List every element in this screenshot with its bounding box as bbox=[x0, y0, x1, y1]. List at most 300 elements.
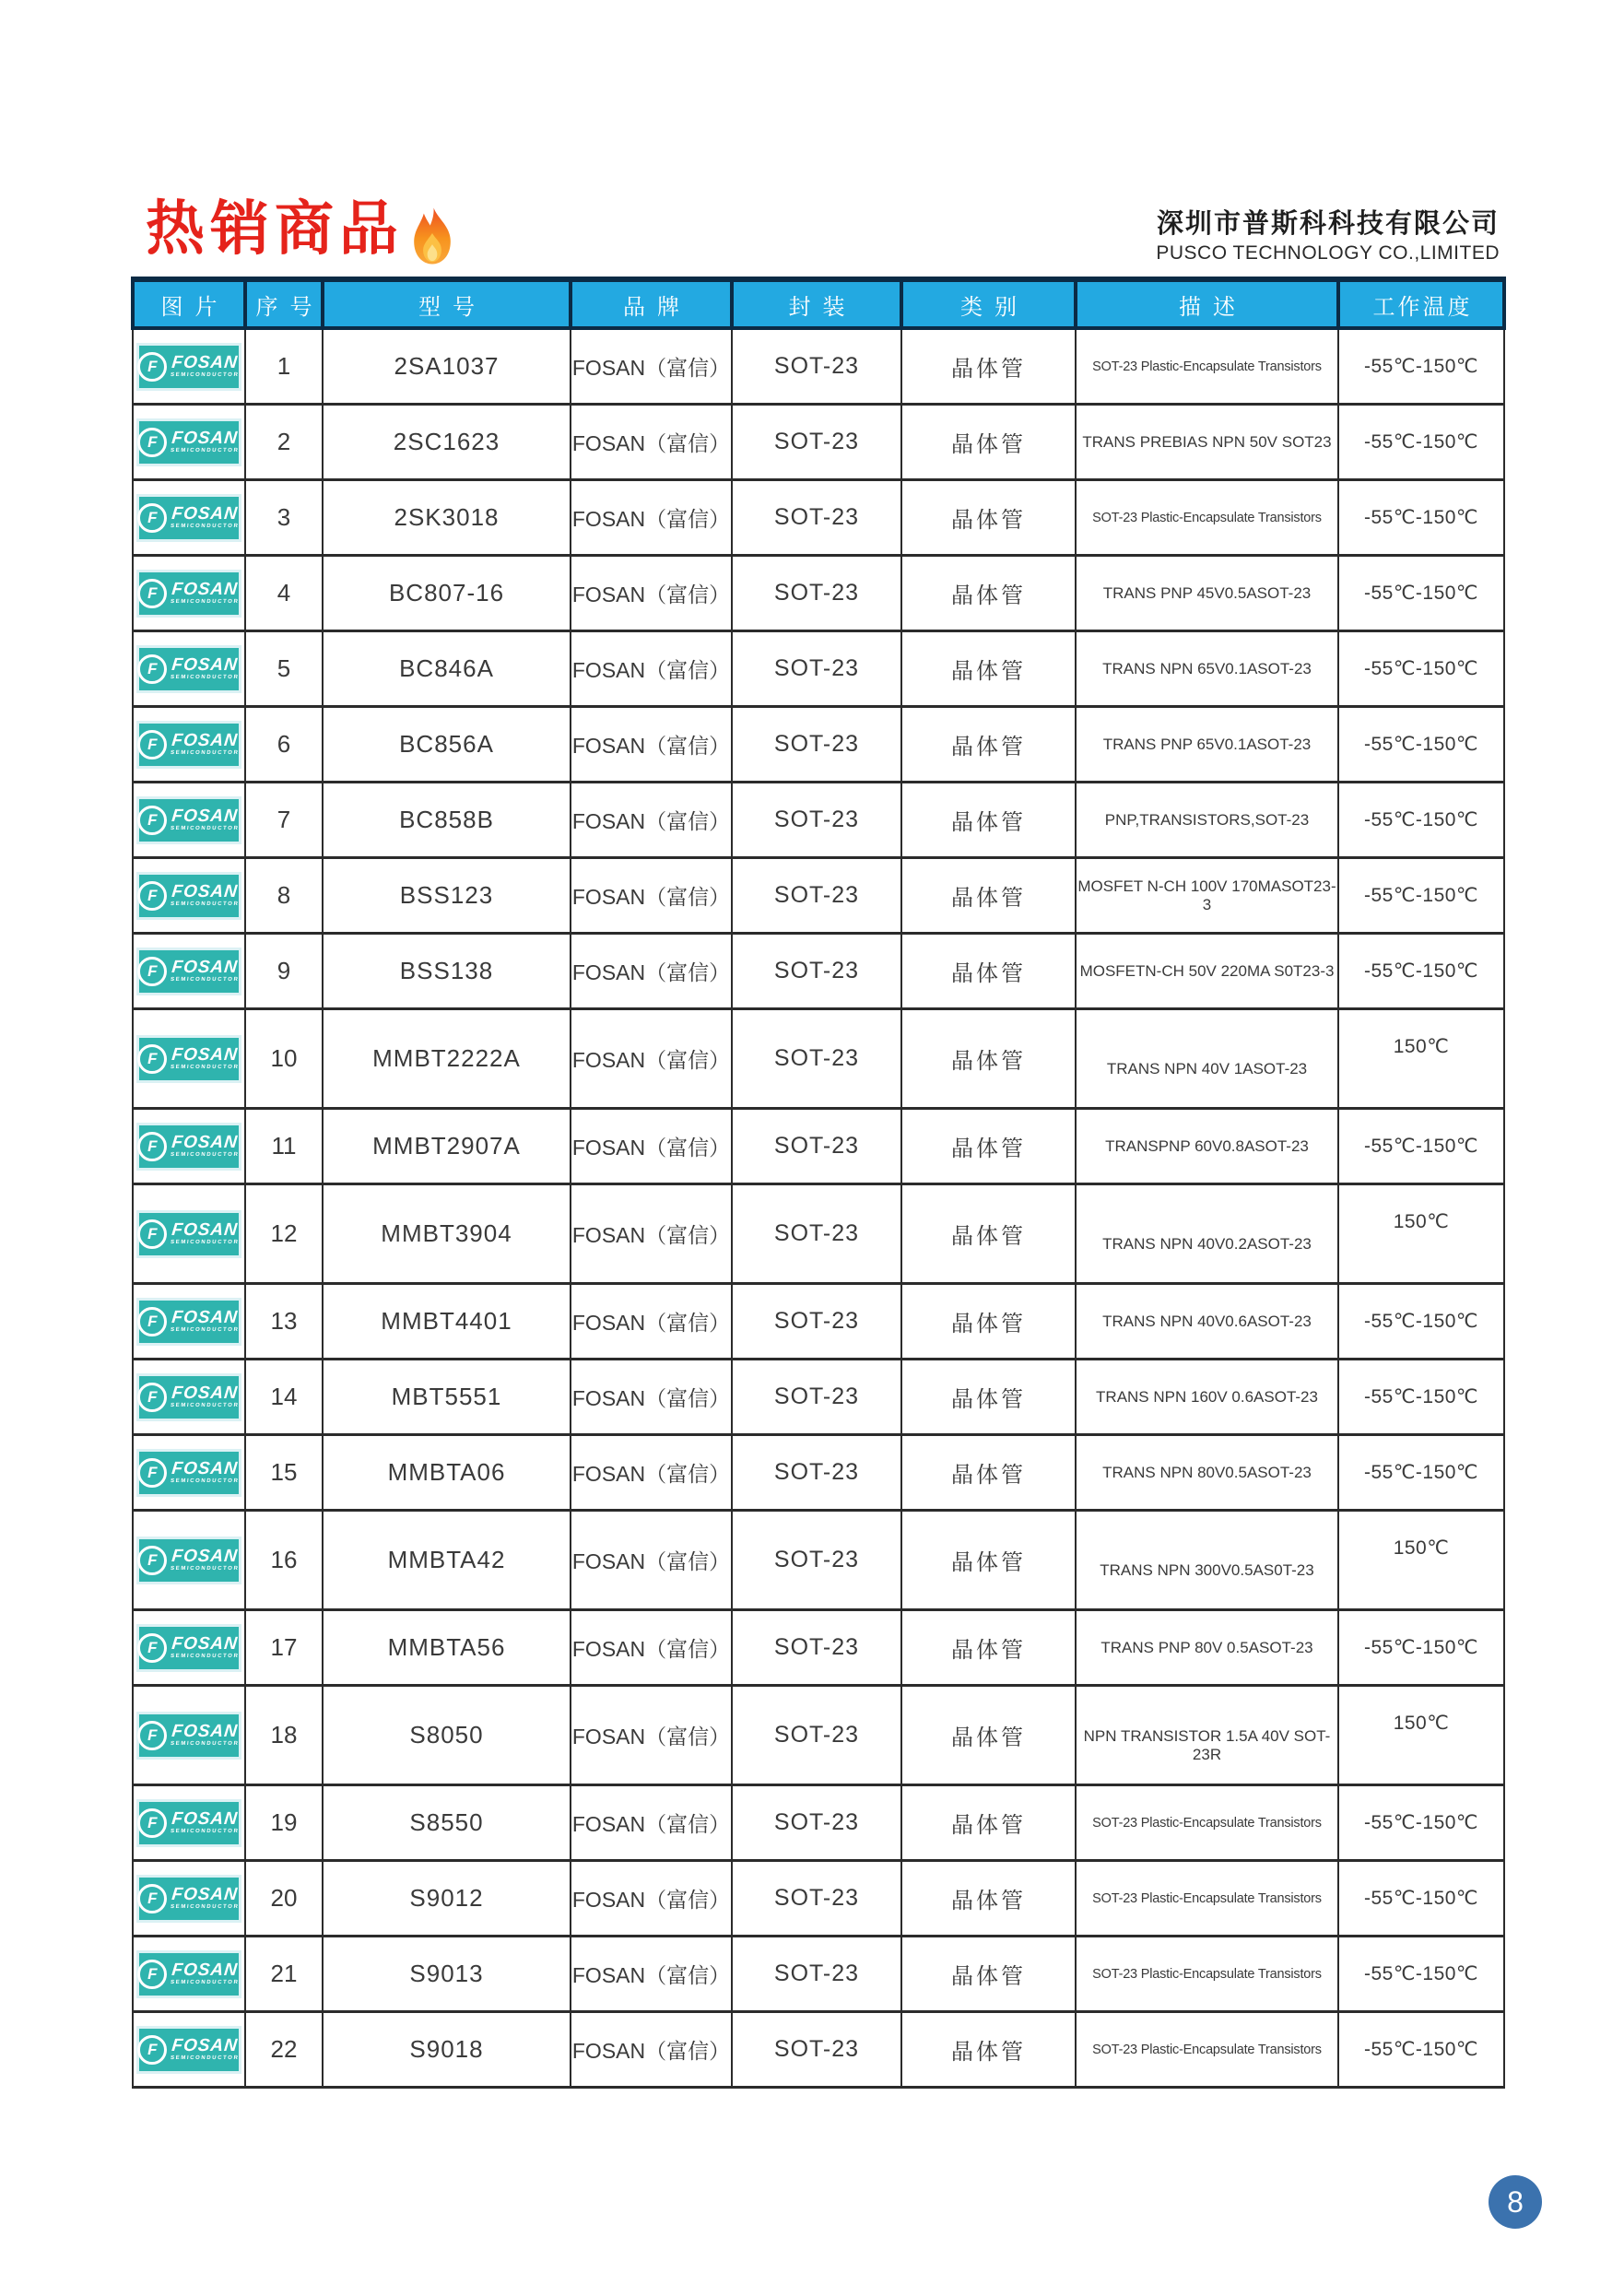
fosan-logo-mark-icon: F bbox=[137, 1458, 167, 1488]
fosan-logo-brand: FOSAN bbox=[171, 1383, 240, 1403]
fosan-logo-brand: FOSAN bbox=[171, 807, 240, 826]
company-name-en: PUSCO TECHNOLOGY CO.,LIMITED bbox=[1156, 242, 1500, 264]
cell-no: 5 bbox=[245, 631, 323, 707]
cell-image bbox=[133, 1284, 245, 1360]
products-table bbox=[131, 277, 1506, 2089]
cell-image bbox=[133, 480, 245, 556]
cell-image bbox=[133, 1109, 245, 1184]
column-header-1: 图片 bbox=[133, 279, 245, 328]
cell-image bbox=[133, 328, 245, 405]
fosan-logo-brand: FOSAN bbox=[171, 1045, 240, 1065]
cell-category: 晶体管 bbox=[901, 1861, 1076, 1937]
column-header-7: 描述 bbox=[1076, 279, 1338, 328]
cell-brand: FOSAN（富信） bbox=[571, 1511, 732, 1610]
fosan-logo-sub: SEMICONDUCTOR bbox=[171, 524, 241, 529]
cell-no: 7 bbox=[245, 783, 323, 858]
fosan-logo-text bbox=[171, 505, 241, 530]
fosan-logo-sub: SEMICONDUCTOR bbox=[171, 372, 241, 378]
cell-model: S9013 bbox=[323, 1937, 571, 2012]
cell-image bbox=[133, 1937, 245, 2012]
cell-category: 晶体管 bbox=[901, 1785, 1076, 1861]
table-row bbox=[133, 1360, 1504, 1435]
cell-brand: FOSAN（富信） bbox=[571, 631, 732, 707]
cell-category: 晶体管 bbox=[901, 480, 1076, 556]
cell-model: BC858B bbox=[323, 783, 571, 858]
table-row bbox=[133, 1610, 1504, 1686]
cell-package: SOT-23 bbox=[732, 1937, 901, 2012]
cell-model: MMBT2222A bbox=[323, 1009, 571, 1109]
cell-description: TRANS NPN 40V0.2ASOT-23 bbox=[1076, 1184, 1338, 1284]
cell-temperature: 150℃ bbox=[1338, 1009, 1504, 1109]
cell-description: TRANS NPN 40V0.6ASOT-23 bbox=[1076, 1284, 1338, 1360]
table-row bbox=[133, 328, 1504, 405]
fosan-logo-text bbox=[171, 1810, 241, 1835]
cell-model: MMBT2907A bbox=[323, 1109, 571, 1184]
table-row bbox=[133, 1511, 1504, 1610]
fosan-logo-text bbox=[171, 1961, 241, 1986]
fosan-logo bbox=[139, 1802, 239, 1844]
cell-no: 11 bbox=[245, 1109, 323, 1184]
cell-no: 1 bbox=[245, 328, 323, 405]
fosan-logo bbox=[139, 1376, 239, 1419]
fosan-logo-sub: SEMICONDUCTOR bbox=[171, 599, 241, 605]
fosan-logo-sub: SEMICONDUCTOR bbox=[171, 1904, 241, 1910]
fosan-logo-mark-icon: F bbox=[137, 1219, 167, 1249]
column-header-5: 封装 bbox=[732, 279, 901, 328]
fosan-logo-mark-icon: F bbox=[137, 428, 167, 457]
fosan-logo bbox=[139, 648, 239, 690]
cell-brand: FOSAN（富信） bbox=[571, 1284, 732, 1360]
cell-temperature: -55℃-150℃ bbox=[1338, 1861, 1504, 1937]
cell-category: 晶体管 bbox=[901, 1610, 1076, 1686]
cell-brand: FOSAN（富信） bbox=[571, 1435, 732, 1511]
column-header-2: 序号 bbox=[245, 279, 323, 328]
fosan-logo-brand: FOSAN bbox=[171, 1960, 240, 1980]
fosan-logo-brand: FOSAN bbox=[171, 731, 240, 750]
cell-category: 晶体管 bbox=[901, 858, 1076, 934]
cell-model: BC846A bbox=[323, 631, 571, 707]
fosan-logo-mark-icon: F bbox=[137, 730, 167, 759]
cell-brand: FOSAN（富信） bbox=[571, 1686, 732, 1785]
fosan-logo-text bbox=[171, 1723, 241, 1748]
table-row bbox=[133, 631, 1504, 707]
cell-brand: FOSAN（富信） bbox=[571, 1109, 732, 1184]
cell-description: PNP,TRANSISTORS,SOT-23 bbox=[1076, 783, 1338, 858]
fosan-logo-brand: FOSAN bbox=[171, 504, 240, 524]
fosan-logo-text bbox=[171, 807, 241, 832]
table-row bbox=[133, 783, 1504, 858]
fosan-logo-text bbox=[171, 1384, 241, 1409]
cell-description: TRANS NPN 300V0.5AS0T-23 bbox=[1076, 1511, 1338, 1610]
cell-temperature: -55℃-150℃ bbox=[1338, 707, 1504, 783]
fosan-logo bbox=[139, 1539, 239, 1582]
table-row bbox=[133, 858, 1504, 934]
fosan-logo bbox=[139, 950, 239, 993]
cell-model: BC807-16 bbox=[323, 556, 571, 631]
fosan-logo-brand: FOSAN bbox=[171, 353, 240, 372]
cell-description: TRANS PNP 80V 0.5ASOT-23 bbox=[1076, 1610, 1338, 1686]
cell-description: SOT-23 Plastic-Encapsulate Transistors bbox=[1076, 328, 1338, 405]
cell-category: 晶体管 bbox=[901, 328, 1076, 405]
table-row bbox=[133, 1937, 1504, 2012]
cell-model: MMBTA42 bbox=[323, 1511, 571, 1610]
fosan-logo-sub: SEMICONDUCTOR bbox=[171, 1654, 241, 1659]
cell-category: 晶体管 bbox=[901, 556, 1076, 631]
fosan-logo-mark-icon: F bbox=[137, 1633, 167, 1663]
cell-package: SOT-23 bbox=[732, 1009, 901, 1109]
fosan-logo bbox=[139, 421, 239, 464]
cell-no: 10 bbox=[245, 1009, 323, 1109]
cell-no: 13 bbox=[245, 1284, 323, 1360]
table-row bbox=[133, 556, 1504, 631]
cell-no: 22 bbox=[245, 2012, 323, 2088]
table-row bbox=[133, 480, 1504, 556]
cell-temperature: -55℃-150℃ bbox=[1338, 1284, 1504, 1360]
fosan-logo-mark-icon: F bbox=[137, 881, 167, 911]
cell-temperature: -55℃-150℃ bbox=[1338, 1937, 1504, 2012]
cell-model: S9012 bbox=[323, 1861, 571, 1937]
cell-package: SOT-23 bbox=[732, 1284, 901, 1360]
cell-category: 晶体管 bbox=[901, 1686, 1076, 1785]
fosan-logo-sub: SEMICONDUCTOR bbox=[171, 1327, 241, 1333]
fosan-logo bbox=[139, 1452, 239, 1494]
fosan-logo-sub: SEMICONDUCTOR bbox=[171, 901, 241, 907]
cell-brand: FOSAN（富信） bbox=[571, 556, 732, 631]
cell-description: TRANS NPN 160V 0.6ASOT-23 bbox=[1076, 1360, 1338, 1435]
cell-no: 14 bbox=[245, 1360, 323, 1435]
company-name-cn: 深圳市普斯科科技有限公司 bbox=[1156, 209, 1500, 239]
cell-description: SOT-23 Plastic-Encapsulate Transistors bbox=[1076, 1861, 1338, 1937]
cell-no: 16 bbox=[245, 1511, 323, 1610]
fosan-logo-mark-icon: F bbox=[137, 806, 167, 835]
table-row bbox=[133, 1184, 1504, 1284]
fosan-logo-mark-icon: F bbox=[137, 503, 167, 533]
cell-temperature: -55℃-150℃ bbox=[1338, 631, 1504, 707]
cell-no: 4 bbox=[245, 556, 323, 631]
cell-image bbox=[133, 1360, 245, 1435]
cell-category: 晶体管 bbox=[901, 1937, 1076, 2012]
fosan-logo-brand: FOSAN bbox=[171, 1722, 240, 1741]
cell-no: 15 bbox=[245, 1435, 323, 1511]
cell-package: SOT-23 bbox=[732, 783, 901, 858]
cell-description: MOSFET N-CH 100V 170MASOT23-3 bbox=[1076, 858, 1338, 934]
cell-image bbox=[133, 858, 245, 934]
fosan-logo-mark-icon: F bbox=[137, 1132, 167, 1161]
cell-temperature: -55℃-150℃ bbox=[1338, 2012, 1504, 2088]
fosan-logo-text bbox=[171, 1460, 241, 1485]
cell-description: TRANS NPN 80V0.5ASOT-23 bbox=[1076, 1435, 1338, 1511]
fosan-logo-brand: FOSAN bbox=[171, 882, 240, 901]
cell-temperature: 150℃ bbox=[1338, 1511, 1504, 1610]
table-row bbox=[133, 934, 1504, 1009]
fosan-logo-text bbox=[171, 1309, 241, 1334]
fosan-logo-mark-icon: F bbox=[137, 957, 167, 986]
table-row bbox=[133, 1009, 1504, 1109]
fosan-logo-text bbox=[171, 1635, 241, 1660]
cell-description: SOT-23 Plastic-Encapsulate Transistors bbox=[1076, 1785, 1338, 1861]
cell-temperature: -55℃-150℃ bbox=[1338, 934, 1504, 1009]
cell-package: SOT-23 bbox=[732, 1785, 901, 1861]
cell-image bbox=[133, 631, 245, 707]
fosan-logo-brand: FOSAN bbox=[171, 1459, 240, 1478]
company-block bbox=[1156, 208, 1500, 265]
cell-brand: FOSAN（富信） bbox=[571, 1937, 732, 2012]
fosan-logo-brand: FOSAN bbox=[171, 429, 240, 448]
table-row bbox=[133, 1785, 1504, 1861]
cell-temperature: -55℃-150℃ bbox=[1338, 1435, 1504, 1511]
cell-model: MMBT3904 bbox=[323, 1184, 571, 1284]
table-row bbox=[133, 1109, 1504, 1184]
table-row bbox=[133, 707, 1504, 783]
cell-no: 2 bbox=[245, 405, 323, 480]
cell-no: 21 bbox=[245, 1937, 323, 2012]
fosan-logo-mark-icon: F bbox=[137, 579, 167, 608]
fosan-logo bbox=[139, 1953, 239, 1996]
table-row bbox=[133, 1284, 1504, 1360]
fosan-logo bbox=[139, 1213, 239, 1255]
cell-no: 9 bbox=[245, 934, 323, 1009]
cell-temperature: -55℃-150℃ bbox=[1338, 328, 1504, 405]
cell-no: 17 bbox=[245, 1610, 323, 1686]
cell-description: NPN TRANSISTOR 1.5A 40V SOT-23R bbox=[1076, 1686, 1338, 1785]
fosan-logo-text bbox=[171, 354, 241, 379]
cell-image bbox=[133, 2012, 245, 2088]
fosan-logo-text bbox=[171, 1221, 241, 1246]
fosan-logo-text bbox=[171, 959, 241, 983]
fosan-logo bbox=[139, 1878, 239, 1920]
cell-image bbox=[133, 707, 245, 783]
cell-description: MOSFETN-CH 50V 220MA S0T23-3 bbox=[1076, 934, 1338, 1009]
cell-no: 3 bbox=[245, 480, 323, 556]
cell-description: TRANS PNP 45V0.5ASOT-23 bbox=[1076, 556, 1338, 631]
cell-category: 晶体管 bbox=[901, 2012, 1076, 2088]
fosan-logo-text bbox=[171, 732, 241, 757]
fosan-logo-brand: FOSAN bbox=[171, 1885, 240, 1904]
cell-package: SOT-23 bbox=[732, 1184, 901, 1284]
cell-model: MMBT4401 bbox=[323, 1284, 571, 1360]
cell-temperature: -55℃-150℃ bbox=[1338, 480, 1504, 556]
cell-model: S8550 bbox=[323, 1785, 571, 1861]
cell-category: 晶体管 bbox=[901, 1009, 1076, 1109]
cell-category: 晶体管 bbox=[901, 707, 1076, 783]
table-row bbox=[133, 405, 1504, 480]
fosan-logo bbox=[139, 346, 239, 388]
fosan-logo-brand: FOSAN bbox=[171, 655, 240, 675]
cell-description: TRANS NPN 40V 1ASOT-23 bbox=[1076, 1009, 1338, 1109]
fosan-logo bbox=[139, 1125, 239, 1168]
cell-temperature: -55℃-150℃ bbox=[1338, 1610, 1504, 1686]
fosan-logo bbox=[139, 724, 239, 766]
cell-description: TRANS PNP 65V0.1ASOT-23 bbox=[1076, 707, 1338, 783]
table-header-row bbox=[133, 279, 1504, 328]
fosan-logo-mark-icon: F bbox=[137, 1307, 167, 1336]
cell-no: 12 bbox=[245, 1184, 323, 1284]
cell-brand: FOSAN（富信） bbox=[571, 328, 732, 405]
cell-category: 晶体管 bbox=[901, 1184, 1076, 1284]
cell-package: SOT-23 bbox=[732, 1435, 901, 1511]
cell-brand: FOSAN（富信） bbox=[571, 1184, 732, 1284]
cell-package: SOT-23 bbox=[732, 2012, 901, 2088]
fosan-logo-text bbox=[171, 1886, 241, 1911]
fosan-logo-brand: FOSAN bbox=[171, 1809, 240, 1829]
column-header-8: 工作温度 bbox=[1338, 279, 1504, 328]
cell-temperature: -55℃-150℃ bbox=[1338, 858, 1504, 934]
column-header-3: 型号 bbox=[323, 279, 571, 328]
cell-category: 晶体管 bbox=[901, 1284, 1076, 1360]
cell-model: MMBTA06 bbox=[323, 1435, 571, 1511]
cell-temperature: -55℃-150℃ bbox=[1338, 1360, 1504, 1435]
cell-no: 6 bbox=[245, 707, 323, 783]
fosan-logo-sub: SEMICONDUCTOR bbox=[171, 1065, 241, 1070]
fosan-logo-text bbox=[171, 430, 241, 454]
cell-temperature: -55℃-150℃ bbox=[1338, 1785, 1504, 1861]
page-title: 热销商品 bbox=[146, 195, 404, 262]
fosan-logo-mark-icon: F bbox=[137, 2035, 167, 2065]
fosan-logo-text bbox=[171, 1548, 241, 1572]
cell-image bbox=[133, 405, 245, 480]
fosan-logo-sub: SEMICONDUCTOR bbox=[171, 1741, 241, 1747]
fosan-logo bbox=[139, 875, 239, 917]
fosan-logo bbox=[139, 1301, 239, 1343]
table-row bbox=[133, 1686, 1504, 1785]
fosan-logo-text bbox=[171, 1134, 241, 1159]
fosan-logo-sub: SEMICONDUCTOR bbox=[171, 826, 241, 831]
cell-category: 晶体管 bbox=[901, 405, 1076, 480]
cell-model: 2SK3018 bbox=[323, 480, 571, 556]
cell-brand: FOSAN（富信） bbox=[571, 1360, 732, 1435]
cell-brand: FOSAN（富信） bbox=[571, 480, 732, 556]
cell-image bbox=[133, 556, 245, 631]
fosan-logo-sub: SEMICONDUCTOR bbox=[171, 1240, 241, 1245]
column-header-6: 类别 bbox=[901, 279, 1076, 328]
fosan-logo-mark-icon: F bbox=[137, 1808, 167, 1838]
fosan-logo-sub: SEMICONDUCTOR bbox=[171, 750, 241, 756]
cell-model: MMBTA56 bbox=[323, 1610, 571, 1686]
cell-no: 18 bbox=[245, 1686, 323, 1785]
fosan-logo-mark-icon: F bbox=[137, 1546, 167, 1575]
cell-image bbox=[133, 934, 245, 1009]
fosan-logo-brand: FOSAN bbox=[171, 1308, 240, 1327]
fosan-logo-mark-icon: F bbox=[137, 1044, 167, 1074]
fosan-logo bbox=[139, 1714, 239, 1757]
cell-image bbox=[133, 1610, 245, 1686]
cell-model: S8050 bbox=[323, 1686, 571, 1785]
cell-image bbox=[133, 1009, 245, 1109]
table-row bbox=[133, 2012, 1504, 2088]
fosan-logo-sub: SEMICONDUCTOR bbox=[171, 675, 241, 680]
cell-model: BC856A bbox=[323, 707, 571, 783]
cell-package: SOT-23 bbox=[732, 1360, 901, 1435]
cell-image bbox=[133, 1686, 245, 1785]
table-row bbox=[133, 1861, 1504, 1937]
cell-image bbox=[133, 1435, 245, 1511]
cell-package: SOT-23 bbox=[732, 858, 901, 934]
cell-image bbox=[133, 1184, 245, 1284]
fosan-logo-text bbox=[171, 883, 241, 908]
cell-temperature: 150℃ bbox=[1338, 1184, 1504, 1284]
fosan-logo-sub: SEMICONDUCTOR bbox=[171, 1478, 241, 1484]
fosan-logo bbox=[139, 572, 239, 615]
cell-model: 2SC1623 bbox=[323, 405, 571, 480]
fosan-logo-brand: FOSAN bbox=[171, 580, 240, 599]
fosan-logo-brand: FOSAN bbox=[171, 1634, 240, 1654]
cell-package: SOT-23 bbox=[732, 707, 901, 783]
flame-icon bbox=[409, 206, 455, 265]
cell-description: TRANS NPN 65V0.1ASOT-23 bbox=[1076, 631, 1338, 707]
fosan-logo-brand: FOSAN bbox=[171, 1547, 240, 1566]
fosan-logo-mark-icon: F bbox=[137, 1383, 167, 1412]
cell-description: TRANSPNP 60V0.8ASOT-23 bbox=[1076, 1109, 1338, 1184]
fosan-logo-text bbox=[171, 581, 241, 606]
cell-category: 晶体管 bbox=[901, 783, 1076, 858]
fosan-logo bbox=[139, 1627, 239, 1669]
cell-brand: FOSAN（富信） bbox=[571, 405, 732, 480]
fosan-logo bbox=[139, 1038, 239, 1080]
cell-brand: FOSAN（富信） bbox=[571, 783, 732, 858]
cell-model: 2SA1037 bbox=[323, 328, 571, 405]
fosan-logo-sub: SEMICONDUCTOR bbox=[171, 2055, 241, 2061]
cell-model: BSS138 bbox=[323, 934, 571, 1009]
fosan-logo-sub: SEMICONDUCTOR bbox=[171, 1403, 241, 1408]
cell-category: 晶体管 bbox=[901, 1511, 1076, 1610]
fosan-logo-sub: SEMICONDUCTOR bbox=[171, 1566, 241, 1572]
cell-temperature: -55℃-150℃ bbox=[1338, 556, 1504, 631]
cell-model: MBT5551 bbox=[323, 1360, 571, 1435]
title-row bbox=[146, 194, 455, 265]
cell-description: TRANS PREBIAS NPN 50V SOT23 bbox=[1076, 405, 1338, 480]
cell-brand: FOSAN（富信） bbox=[571, 707, 732, 783]
cell-brand: FOSAN（富信） bbox=[571, 1009, 732, 1109]
cell-description: SOT-23 Plastic-Encapsulate Transistors bbox=[1076, 480, 1338, 556]
cell-image bbox=[133, 1511, 245, 1610]
column-header-4: 品牌 bbox=[571, 279, 732, 328]
cell-description: SOT-23 Plastic-Encapsulate Transistors bbox=[1076, 2012, 1338, 2088]
cell-package: SOT-23 bbox=[732, 934, 901, 1009]
cell-brand: FOSAN（富信） bbox=[571, 858, 732, 934]
fosan-logo-mark-icon: F bbox=[137, 352, 167, 382]
cell-package: SOT-23 bbox=[732, 328, 901, 405]
cell-package: SOT-23 bbox=[732, 480, 901, 556]
cell-package: SOT-23 bbox=[732, 631, 901, 707]
fosan-logo-text bbox=[171, 1046, 241, 1071]
fosan-logo-sub: SEMICONDUCTOR bbox=[171, 977, 241, 983]
cell-brand: FOSAN（富信） bbox=[571, 1861, 732, 1937]
fosan-logo-mark-icon: F bbox=[137, 1960, 167, 1989]
cell-category: 晶体管 bbox=[901, 1109, 1076, 1184]
cell-image bbox=[133, 783, 245, 858]
cell-category: 晶体管 bbox=[901, 1435, 1076, 1511]
cell-package: SOT-23 bbox=[732, 556, 901, 631]
cell-brand: FOSAN（富信） bbox=[571, 1785, 732, 1861]
fosan-logo bbox=[139, 799, 239, 842]
cell-brand: FOSAN（富信） bbox=[571, 1610, 732, 1686]
fosan-logo-mark-icon: F bbox=[137, 1884, 167, 1913]
cell-package: SOT-23 bbox=[732, 1511, 901, 1610]
cell-temperature: -55℃-150℃ bbox=[1338, 1109, 1504, 1184]
cell-temperature: -55℃-150℃ bbox=[1338, 783, 1504, 858]
cell-no: 20 bbox=[245, 1861, 323, 1937]
cell-package: SOT-23 bbox=[732, 405, 901, 480]
cell-category: 晶体管 bbox=[901, 934, 1076, 1009]
cell-no: 8 bbox=[245, 858, 323, 934]
fosan-logo-mark-icon: F bbox=[137, 1721, 167, 1750]
cell-brand: FOSAN（富信） bbox=[571, 934, 732, 1009]
cell-package: SOT-23 bbox=[732, 1109, 901, 1184]
fosan-logo-sub: SEMICONDUCTOR bbox=[171, 1152, 241, 1158]
fosan-logo bbox=[139, 497, 239, 539]
fosan-logo-sub: SEMICONDUCTOR bbox=[171, 1829, 241, 1834]
fosan-logo-brand: FOSAN bbox=[171, 1133, 240, 1152]
